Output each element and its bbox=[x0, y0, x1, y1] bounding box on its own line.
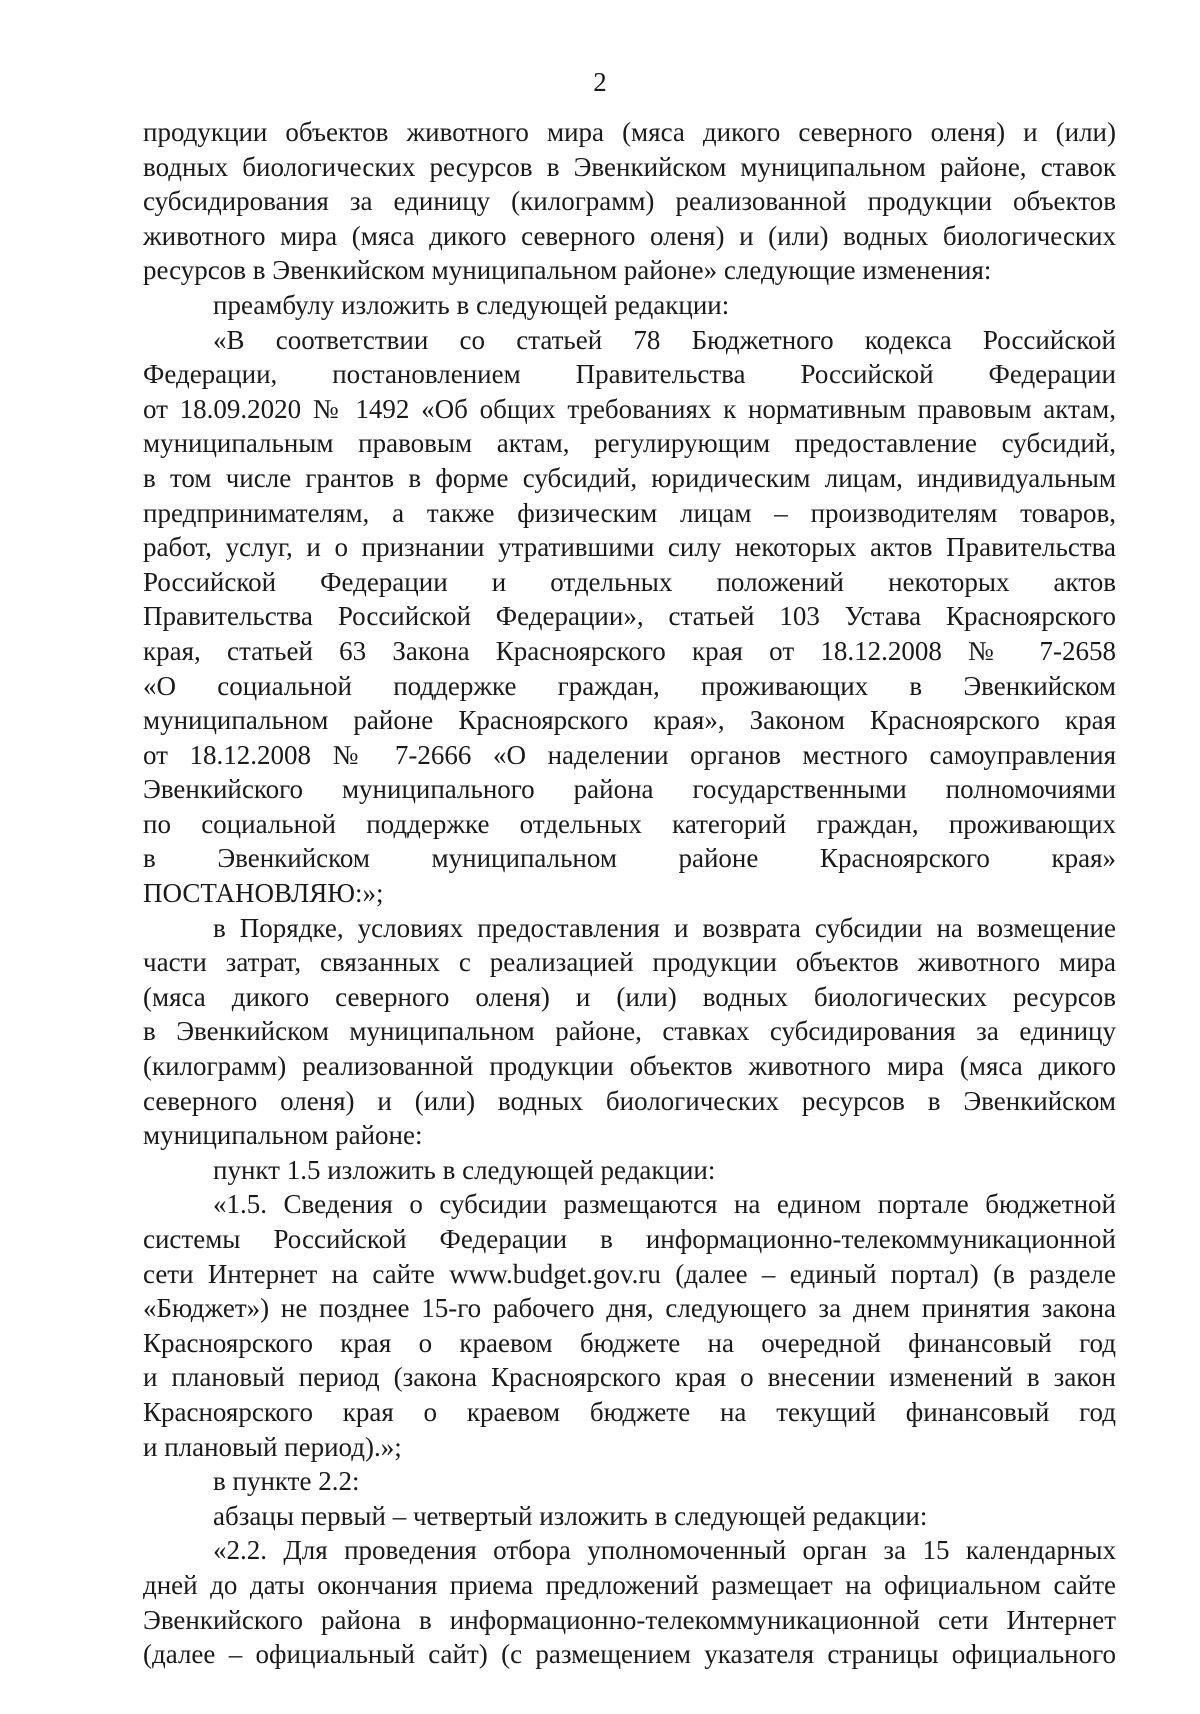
body-text bbox=[143, 115, 1116, 1672]
text-line: муниципальным правовым актам, регулирующим предоставление субсидий, bbox=[143, 428, 1116, 459]
text-line: в Эвенкийском муниципальном районе Красноярского края» bbox=[143, 843, 1116, 874]
text-line: системы Российской Федерации в информационно-телекоммуникационной bbox=[143, 1224, 1116, 1254]
text-line: «О социальной поддержке граждан, проживающих в Эвенкийском bbox=[143, 670, 1116, 701]
text-line: края, статьей 63 Закона Красноярского края от 18.12.2008 № 7-2658 bbox=[143, 635, 1116, 666]
text-line: северного оленя) и (или) водных биологических ресурсов в Эвенкийском bbox=[143, 1085, 1116, 1116]
text-line: Красноярского края о краевом бюджете на очередной финансовый год bbox=[143, 1327, 1116, 1358]
text-line: «1.5. Сведения о субсидии размещаются на едином портале бюджетной bbox=[213, 1189, 1116, 1220]
text-line: Красноярского края о краевом бюджете на текущий финансовый год bbox=[143, 1396, 1116, 1427]
text-line: пункт 1.5 изложить в следующей редакции: bbox=[213, 1154, 716, 1185]
text-line: части затрат, связанных с реализацией продукции объектов животного мира bbox=[143, 947, 1116, 978]
text-line: ресурсов в Эвенкийском муниципальном районе» следующие изменения: bbox=[143, 255, 992, 286]
text-line: и плановый период).»; bbox=[143, 1431, 402, 1462]
text-line: животного мира (мяса дикого северного оленя) и (или) водных биологических bbox=[143, 220, 1116, 251]
text-line: (далее – официальный сайт) (с размещением указателя страницы официального bbox=[143, 1639, 1116, 1670]
text-line: муниципальном районе: bbox=[143, 1120, 423, 1151]
text-line: работ, услуг, и о признании утратившими силу некоторых актов Правительства bbox=[143, 532, 1116, 563]
text-line: в том числе грантов в форме субсидий, юридическим лицам, индивидуальным bbox=[143, 462, 1116, 493]
text-line: ПОСТАНОВЛЯЮ:»; bbox=[143, 878, 384, 909]
page-number: 2 bbox=[593, 67, 607, 97]
text-line: (мяса дикого северного оленя) и (или) водных биологических ресурсов bbox=[143, 981, 1116, 1012]
text-line: «В соответствии со статьей 78 Бюджетного кодекса Российской bbox=[213, 324, 1116, 355]
text-line: по социальной поддержке отдельных категорий граждан, проживающих bbox=[143, 808, 1116, 839]
text-line: от 18.09.2020 № 1492 «Об общих требованиях к нормативным правовым актам, bbox=[143, 393, 1116, 424]
text-line: в Порядке, условиях предоставления и возврата субсидии на возмещение bbox=[213, 912, 1116, 943]
text-line: абзацы первый – четвертый изложить в следующей редакции: bbox=[213, 1500, 928, 1531]
text-line: «2.2. Для проведения отбора уполномоченный орган за 15 календарных bbox=[213, 1535, 1116, 1566]
text-line: водных биологических ресурсов в Эвенкийском муниципальном районе, ставок bbox=[143, 151, 1116, 182]
text-line: от 18.12.2008 № 7-2666 «О наделении органов местного самоуправления bbox=[143, 739, 1116, 770]
text-line: дней до даты окончания приема предложений размещает на официальном сайте bbox=[143, 1569, 1116, 1600]
text-line: предпринимателям, а также физическим лицам – производителям товаров, bbox=[143, 497, 1116, 528]
text-line: Федерации, постановлением Правительства Российской Федерации bbox=[143, 359, 1116, 390]
text-line: сети Интернет на сайте www.budget.gov.ru (далее – единый портал) (в разделе bbox=[143, 1258, 1116, 1289]
text-line: и плановый период (закона Красноярского края о внесении изменений в закон bbox=[143, 1362, 1116, 1393]
text-line: «Бюджет») не позднее 15-го рабочего дня, следующего за днем принятия закона bbox=[143, 1293, 1116, 1324]
text-line: субсидирования за единицу (килограмм) реализованной продукции объектов bbox=[143, 186, 1116, 217]
text-line: преамбулу изложить в следующей редакции: bbox=[213, 289, 730, 320]
text-line: в пункте 2.2: bbox=[213, 1466, 360, 1497]
text-line: в Эвенкийском муниципальном районе, ставках субсидирования за единицу bbox=[143, 1016, 1116, 1047]
text-line: Эвенкийского района в информационно-телекоммуникационной сети Интернет bbox=[143, 1604, 1116, 1635]
text-line: муниципальном районе Красноярского края», Законом Красноярского края bbox=[143, 705, 1116, 736]
text-line: (килограмм) реализованной продукции объектов животного мира (мяса дикого bbox=[143, 1051, 1116, 1082]
text-line: Эвенкийского муниципального района государственными полномочиями bbox=[143, 774, 1116, 805]
text-line: Российской Федерации и отдельных положений некоторых актов bbox=[143, 566, 1116, 597]
text-line: Правительства Российской Федерации», статьей 103 Устава Красноярского bbox=[143, 601, 1116, 632]
text-line: продукции объектов животного мира (мяса дикого северного оленя) и (или) bbox=[143, 117, 1116, 147]
